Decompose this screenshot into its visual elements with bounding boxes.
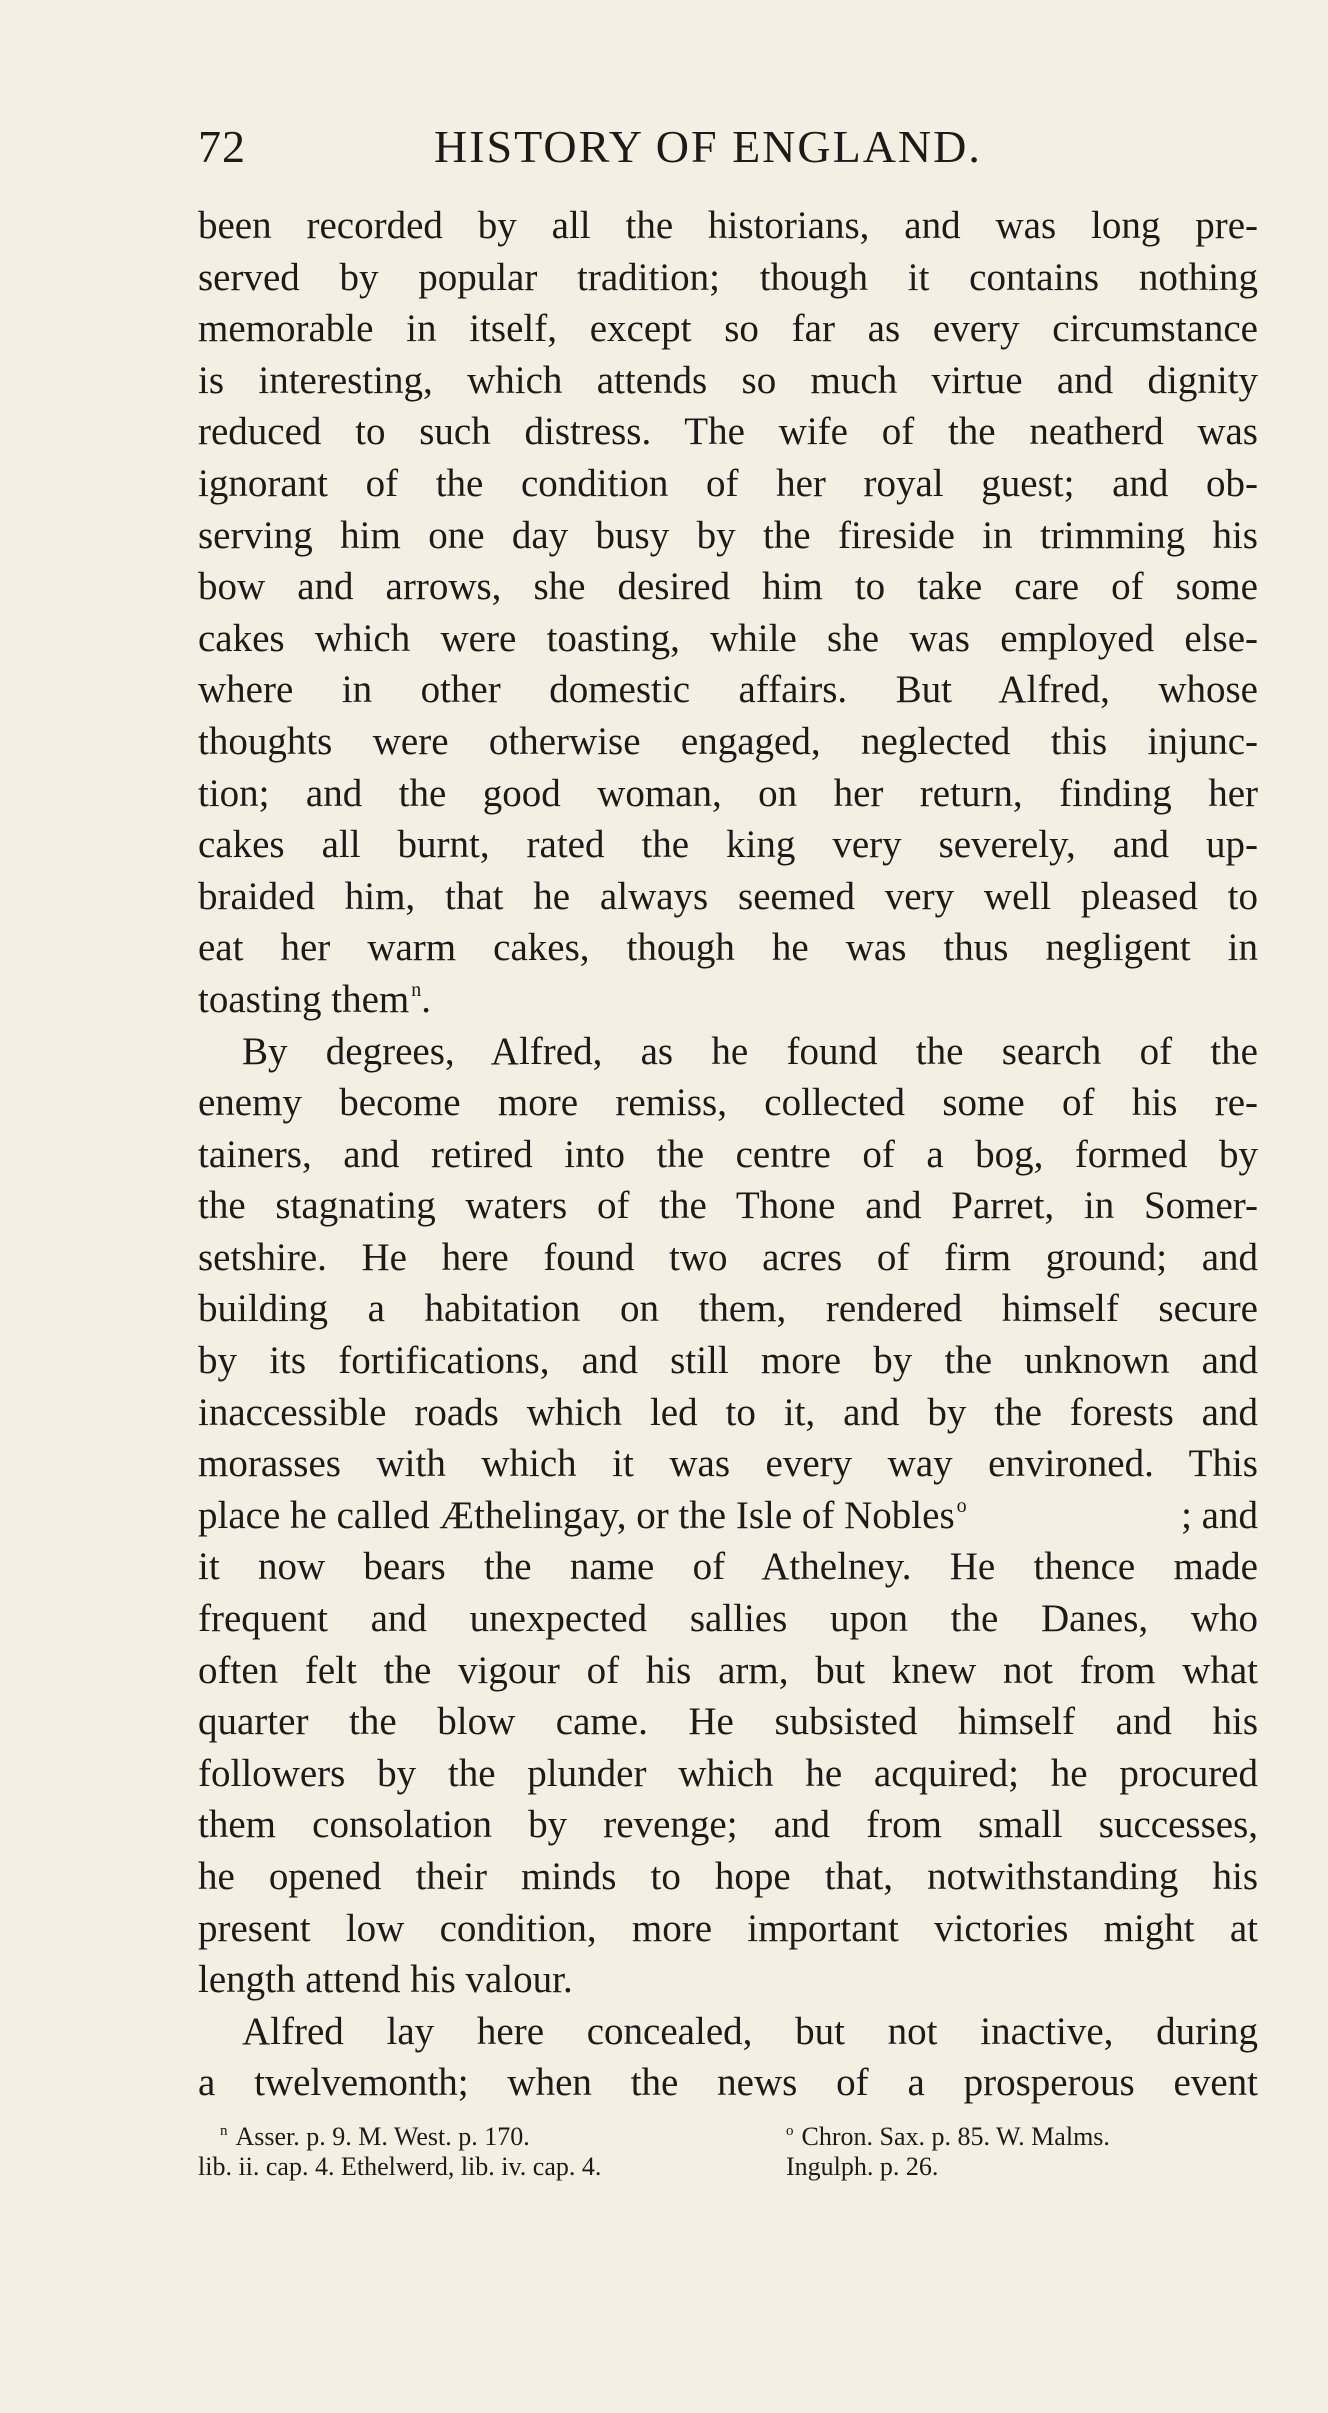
- text-line: memorable in itself, except so far as every circumstance: [198, 307, 1258, 351]
- footnote-text: Ingulph. p. 26.: [786, 2152, 939, 2181]
- text-line: [198, 1490, 1258, 1542]
- footnote-text: Asser. p. 9. M. West. p. 170.: [235, 2122, 530, 2151]
- footnote-n: [220, 2122, 530, 2156]
- text-line: serving him one day busy by the fireside in trimming his: [198, 513, 1258, 557]
- text-line: by its fortifications, and still more by the unknown and: [198, 1339, 1258, 1383]
- text-line: Alfred lay here concealed, but not inactive, during: [242, 2009, 1258, 2053]
- text-line: morasses with which it was every way environed. This: [198, 1442, 1258, 1486]
- text-line: setshire. He here found two acres of firm ground; and: [198, 1235, 1258, 1279]
- text-line: cakes all burnt, rated the king very severely, and up-: [198, 823, 1258, 867]
- footnote-mark: n: [220, 2123, 228, 2139]
- footnotes: [198, 2122, 1258, 2182]
- text-line: tion; and the good woman, on her return, finding her: [198, 771, 1258, 815]
- text-line: quarter the blow came. He subsisted himself and his: [198, 1700, 1258, 1744]
- text-line: eat her warm cakes, though he was thus negligent in: [198, 926, 1258, 970]
- text-line: is interesting, which attends so much virtue and dignity: [198, 358, 1258, 402]
- footnote-line: [198, 2122, 1258, 2152]
- body-text: [198, 200, 1258, 2109]
- text-line: tainers, and retired into the centre of a bog, formed by: [198, 1132, 1258, 1176]
- text-line: he opened their minds to hope that, notwithstanding his: [198, 1855, 1258, 1898]
- footnote-ref[interactable]: o: [956, 1494, 967, 1517]
- footnote-text: lib. ii. cap. 4. Ethelwerd, lib. iv. cap. 4.: [198, 2152, 602, 2181]
- running-title: HISTORY OF ENGLAND.: [434, 121, 982, 172]
- text-line: served by popular tradition; though it contains nothing: [198, 255, 1258, 299]
- text-line: cakes which were toasting, while she was employed else-: [198, 616, 1258, 660]
- text-line: enemy become more remiss, collected some of his re-: [198, 1081, 1258, 1125]
- text-line: reduced to such distress. The wife of the neatherd was: [198, 410, 1258, 454]
- text-line: the stagnating waters of the Thone and Parret, in Somer-: [198, 1184, 1258, 1228]
- text-line: building a habitation on them, rendered himself secure: [198, 1287, 1258, 1331]
- text-line-content: [198, 1490, 967, 1542]
- footnote-o: [786, 2122, 1110, 2156]
- text-line: length attend his valour.: [198, 1958, 573, 2002]
- text-line: followers by the plunder which he acquired; he procured: [198, 1751, 1258, 1795]
- text-line: toasting them $^n$.: [198, 977, 431, 1021]
- text-line: ignorant of the condition of her royal guest; and ob-: [198, 461, 1258, 505]
- text-line: thoughts were otherwise engaged, neglected this injunc-: [198, 719, 1258, 763]
- text-line: them consolation by revenge; and from small successes,: [198, 1803, 1258, 1847]
- text-segment: place he called Æthelingay, or the Isle of Nobles: [198, 1493, 955, 1537]
- text-line: often felt the vigour of his arm, but knew not from what: [198, 1648, 1258, 1692]
- footnote-line: [198, 2152, 1258, 2182]
- footnote-mark: o: [786, 2123, 794, 2139]
- text-line: it now bears the name of Athelney. He thence made: [198, 1545, 1258, 1589]
- text-line: been recorded by all the historians, and was long pre-: [198, 204, 1258, 247]
- text-line: where in other domestic affairs. But Alfred, whose: [198, 668, 1258, 712]
- text-line: braided him, that he always seemed very well pleased to: [198, 874, 1258, 918]
- running-head: [198, 120, 1268, 180]
- text-line: a twelvemonth; when the news of a prosperous event: [198, 2061, 1258, 2105]
- footnote-text: Chron. Sax. p. 85. W. Malms.: [801, 2122, 1110, 2151]
- text-segment: ; and: [1181, 1493, 1258, 1537]
- text-line-content: toasting them: [198, 977, 410, 1021]
- footnote-ref[interactable]: n: [411, 978, 422, 1001]
- text-line: By degrees, Alfred, as he found the search of the: [242, 1029, 1258, 1073]
- text-line: frequent and unexpected sallies upon the Danes, who: [198, 1597, 1258, 1641]
- text-line: present low condition, more important victories might at: [198, 1906, 1258, 1950]
- text-line: bow and arrows, she desired him to take care of some: [198, 565, 1258, 609]
- text-line: inaccessible roads which led to it, and by the forests and: [198, 1390, 1258, 1434]
- page-number: 72: [198, 121, 246, 172]
